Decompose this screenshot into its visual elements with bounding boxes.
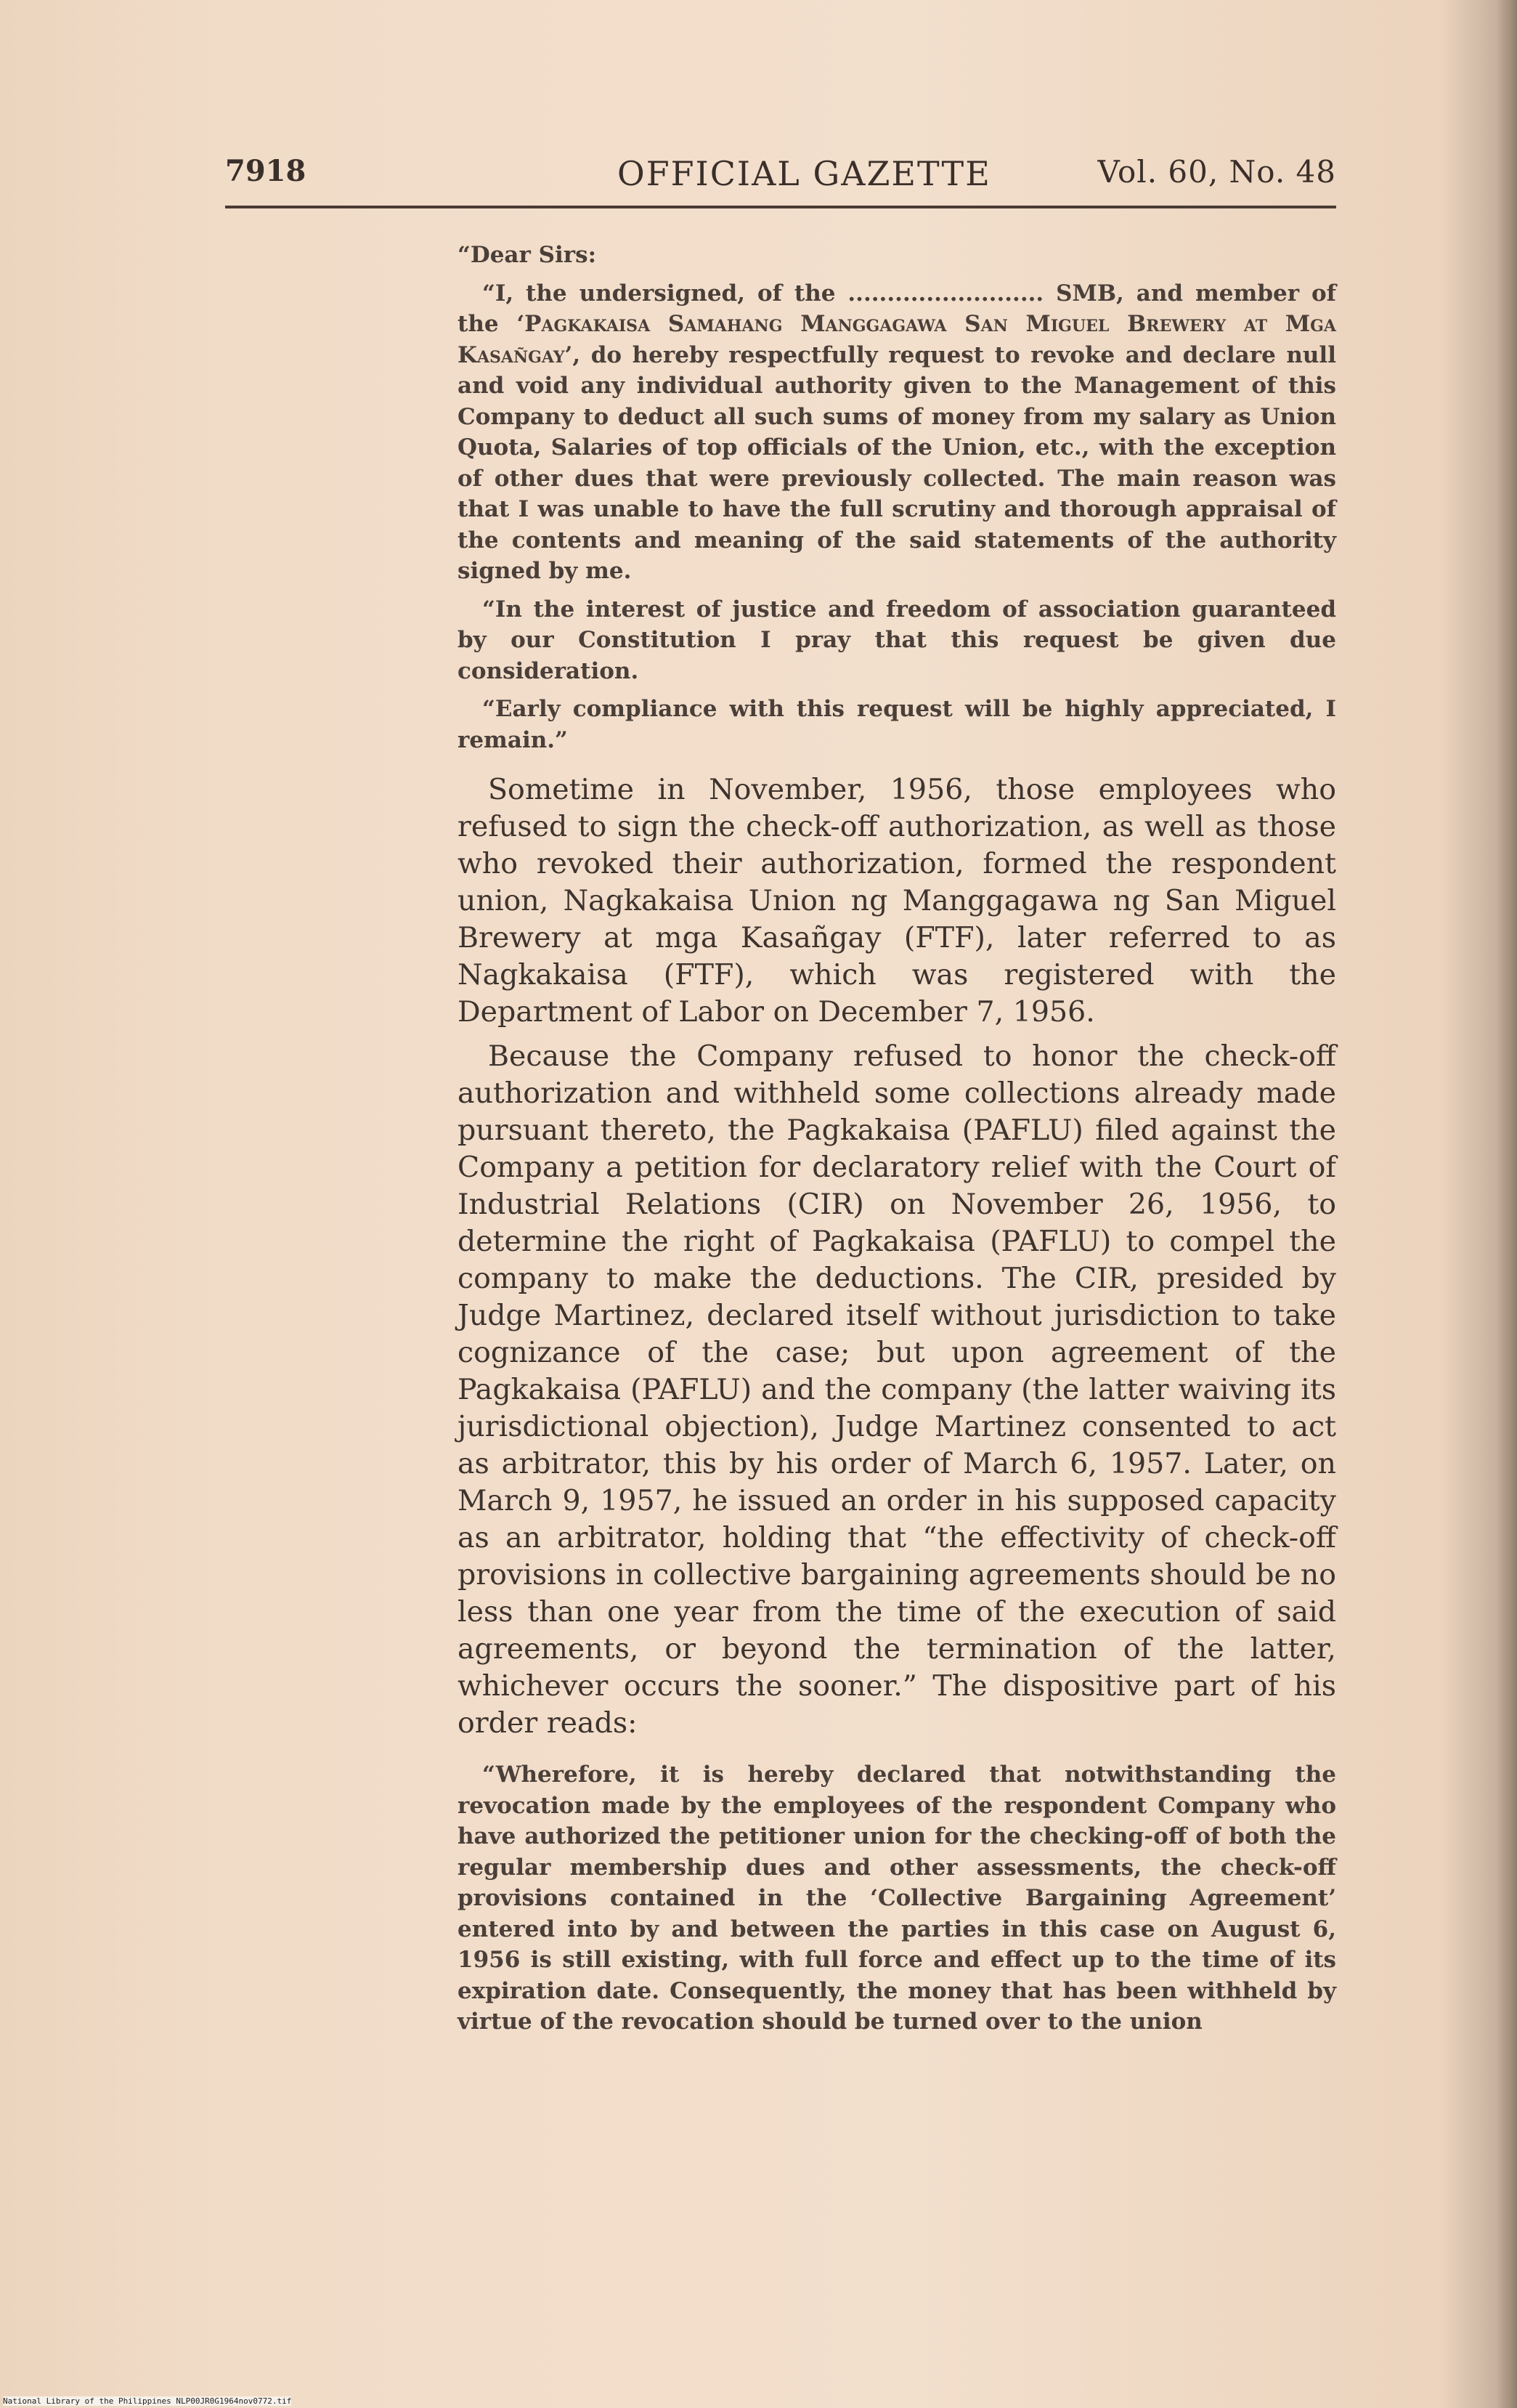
page-number: 7918 bbox=[225, 154, 306, 188]
letter-salutation: “Dear Sirs: bbox=[457, 242, 597, 268]
main-content bbox=[457, 240, 1336, 2038]
header-rule bbox=[225, 206, 1336, 208]
volume-number: Vol. 60, No. 48 bbox=[1097, 154, 1336, 190]
scan-source-footer: National Library of the Philippines NLP00JR0G1964nov0772.tif bbox=[3, 2396, 292, 2406]
letter-paragraph bbox=[457, 278, 1336, 587]
page-edge-shadow bbox=[1497, 0, 1517, 2408]
letter-paragraph: “In the interest of justice and freedom of association guaranteed by our Constitution I pray that this request be given due consideration. bbox=[457, 596, 1336, 684]
body-paragraph: Sometime in November, 1956, those employees who refused to sign the check-off authorization, as well as those who revoked their authorization, formed the respondent union, Nagkakaisa Union ng Manggagawa ng San Miguel Brewery at mga Kasañgay (FTF), later referred to as Nagkakaisa (FTF), which was registered with the Department of Labor on December 7, 1956. bbox=[457, 773, 1336, 1029]
letter-text: , do hereby respectfully request to revoke and declare null and void any individual authority given to the Management of this Company to deduct all such sums of money from my salary as Union Quota, Salaries of top officials of the Union, etc., with the exception of other dues that were previously collected. The main reason was that I was unable to have the full scrutiny and thorough appraisal of the contents and meaning of the said statements of the authority signed by me. bbox=[457, 341, 1336, 584]
quote-paragraph: “Wherefore, it is hereby declared that notwithstanding the revocation made by the employees of the respondent Company who have authorized the petitioner union for the checking-off of both the regular membership dues and other assessments, the check-off provisions contained in the ‘Collective Bargaining Agreement’ entered into by and between the parties in this case on August 6, 1956 is still existing, with full force and effect up to the time of its expiration date. Consequently, the money that has been withheld by virtue of the revocation should be turned over to the union bbox=[457, 1762, 1336, 2035]
publication-title: OFFICIAL GAZETTE bbox=[617, 154, 991, 193]
union-name: ‘Pagkakaisa Samahang Manggagawa San Miguel Brewery at Mga Kasañgay’ bbox=[457, 311, 1337, 368]
running-header bbox=[225, 154, 1336, 198]
body-text bbox=[457, 771, 1336, 1742]
quoted-letter bbox=[457, 240, 1336, 755]
letter-paragraph: “Early compliance with this request will be highly appreciated, I remain.” bbox=[457, 696, 1336, 753]
body-paragraph: Because the Company refused to honor the check-off authorization and withheld some collections already made pursuant thereto, the Pagkakaisa (PAFLU) filed against the Company a petition for declaratory relief with the Court of Industrial Relations (CIR) on November 26, 1956, to determine the right of Pagkakaisa (PAFLU) to compel the company to make the deductions. The CIR, presided by Judge Martinez, declared itself without jurisdiction to take cognizance of the case; but upon agreement of the Pagkakaisa (PAFLU) and the company (the latter waiving its jurisdictional objection), Judge Martinez consented to act as arbitrator, this by his order of March 6, 1957. Later, on March 9, 1957, he issued an order in his supposed capacity as an arbitrator, holding that “the effectivity of check-off provisions in collective bargaining agreements should be no less than one year from the time of the execution of said agreements, or beyond the termination of the latter, whichever occurs the sooner.” The dispositive part of his order reads: bbox=[457, 1039, 1336, 1740]
letter-text: “I, the undersigned, of the ......................... SMB, and member of the bbox=[457, 280, 1336, 337]
order-quote bbox=[457, 1759, 1336, 2038]
